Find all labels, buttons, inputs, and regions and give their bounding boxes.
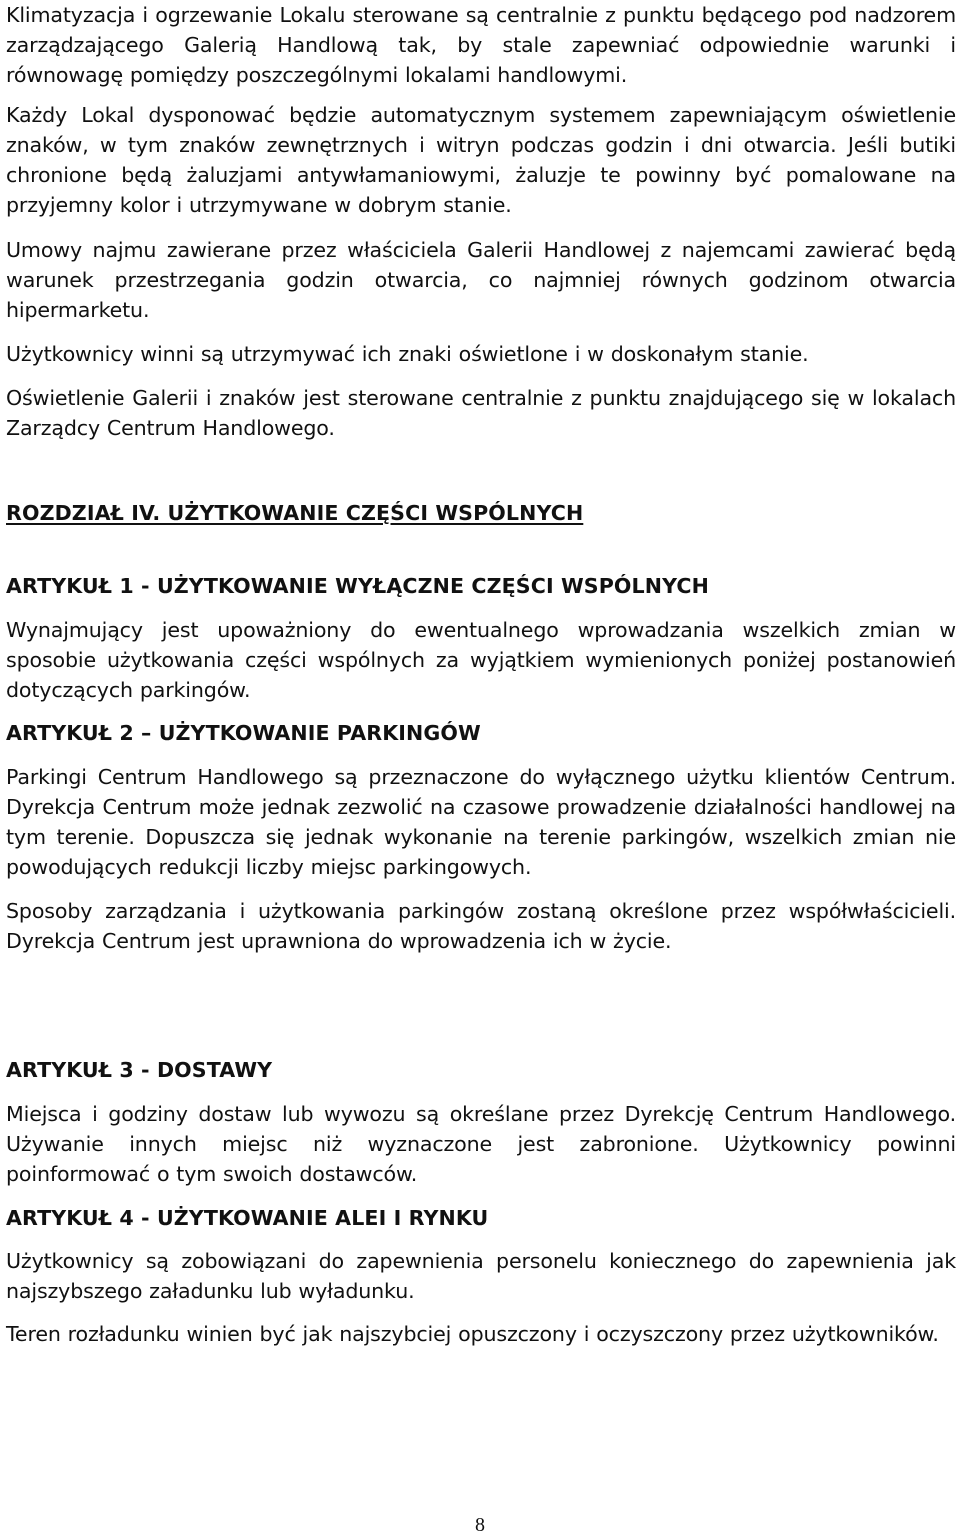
- article-4-paragraph-1: Użytkownicy są zobowiązani do zapewnienia personelu koniecznego do zapewnienia jak najszybszego załadunku lub wyładunku.: [6, 1249, 956, 1303]
- paragraph-lease-hours: Umowy najmu zawierane przez właściciela Galerii Handlowej z najemcami zawierać będą warunek przestrzegania godzin otwarcia, co najmniej równych godzinom otwarcia hipermarketu.: [6, 238, 956, 322]
- paragraph-signs-maintenance: Użytkownicy winni są utrzymywać ich znaki oświetlone i w doskonałym stanie.: [6, 342, 809, 366]
- page-number: 8: [475, 1514, 485, 1536]
- paragraph-lighting-signs: Każdy Lokal dysponować będzie automatycznym systemem zapewniającym oświetlenie znaków, w tym znaków zewnętrznych i witryn podczas godzin i dni otwarcia. Jeśli butiki chronione będą żaluzjami antywłamaniowymi, żaluzje te powinny być pomalowane na przyjemny kolor i utrzymywane w dobrym stanie.: [6, 103, 956, 217]
- article-2-heading: ARTYKUŁ 2 – UŻYTKOWANIE PARKINGÓW: [6, 721, 481, 745]
- article-1-heading: ARTYKUŁ 1 - UŻYTKOWANIE WYŁĄCZNE CZĘŚCI WSPÓLNYCH: [6, 574, 709, 598]
- article-4-paragraph-2: Teren rozładunku winien być jak najszybciej opuszczony i oczyszczony przez użytkowników.: [6, 1322, 939, 1346]
- article-3-paragraph: Miejsca i godziny dostaw lub wywozu są określane przez Dyrekcję Centrum Handlowego. Używanie innych miejsc niż wyznaczone jest zabronione. Użytkownicy powinni poinformować o tym swoich dostawców.: [6, 1102, 956, 1186]
- paragraph-central-lighting: Oświetlenie Galerii i znaków jest sterowane centralnie z punktu znajdującego się w lokalach Zarządcy Centrum Handlowego.: [6, 386, 956, 440]
- article-3-heading: ARTYKUŁ 3 - DOSTAWY: [6, 1058, 273, 1082]
- chapter-title: ROZDZIAŁ IV. UŻYTKOWANIE CZĘŚCI WSPÓLNYCH: [6, 501, 584, 525]
- article-1-paragraph: Wynajmujący jest upoważniony do ewentualnego wprowadzania wszelkich zmian w sposobie użytkowania części wspólnych za wyjątkiem wymienionych poniżej postanowień dotyczących parkingów.: [6, 618, 956, 702]
- article-4-heading: ARTYKUŁ 4 - UŻYTKOWANIE ALEI I RYNKU: [6, 1206, 489, 1230]
- paragraph-climate: Klimatyzacja i ogrzewanie Lokalu sterowane są centralnie z punktu będącego pod nadzorem zarządzającego Galerią Handlową tak, by stale zapewniać odpowiednie warunki i równowagę pomiędzy poszczególnymi lokalami handlowymi.: [6, 3, 956, 87]
- article-2-paragraph-1: Parkingi Centrum Handlowego są przeznaczone do wyłącznego użytku klientów Centrum. Dyrekcja Centrum może jednak zezwolić na czasowe prowadzenie działalności handlowej na tym terenie. Dopuszcza się jednak wykonanie na terenie parkingów, wszelkich zmian nie powodujących redukcji liczby miejsc parkingowych.: [6, 765, 956, 879]
- article-2-paragraph-2: Sposoby zarządzania i użytkowania parkingów zostaną określone przez współwłaścicieli. Dyrekcja Centrum jest uprawniona do wprowadzenia ich w życie.: [6, 899, 956, 953]
